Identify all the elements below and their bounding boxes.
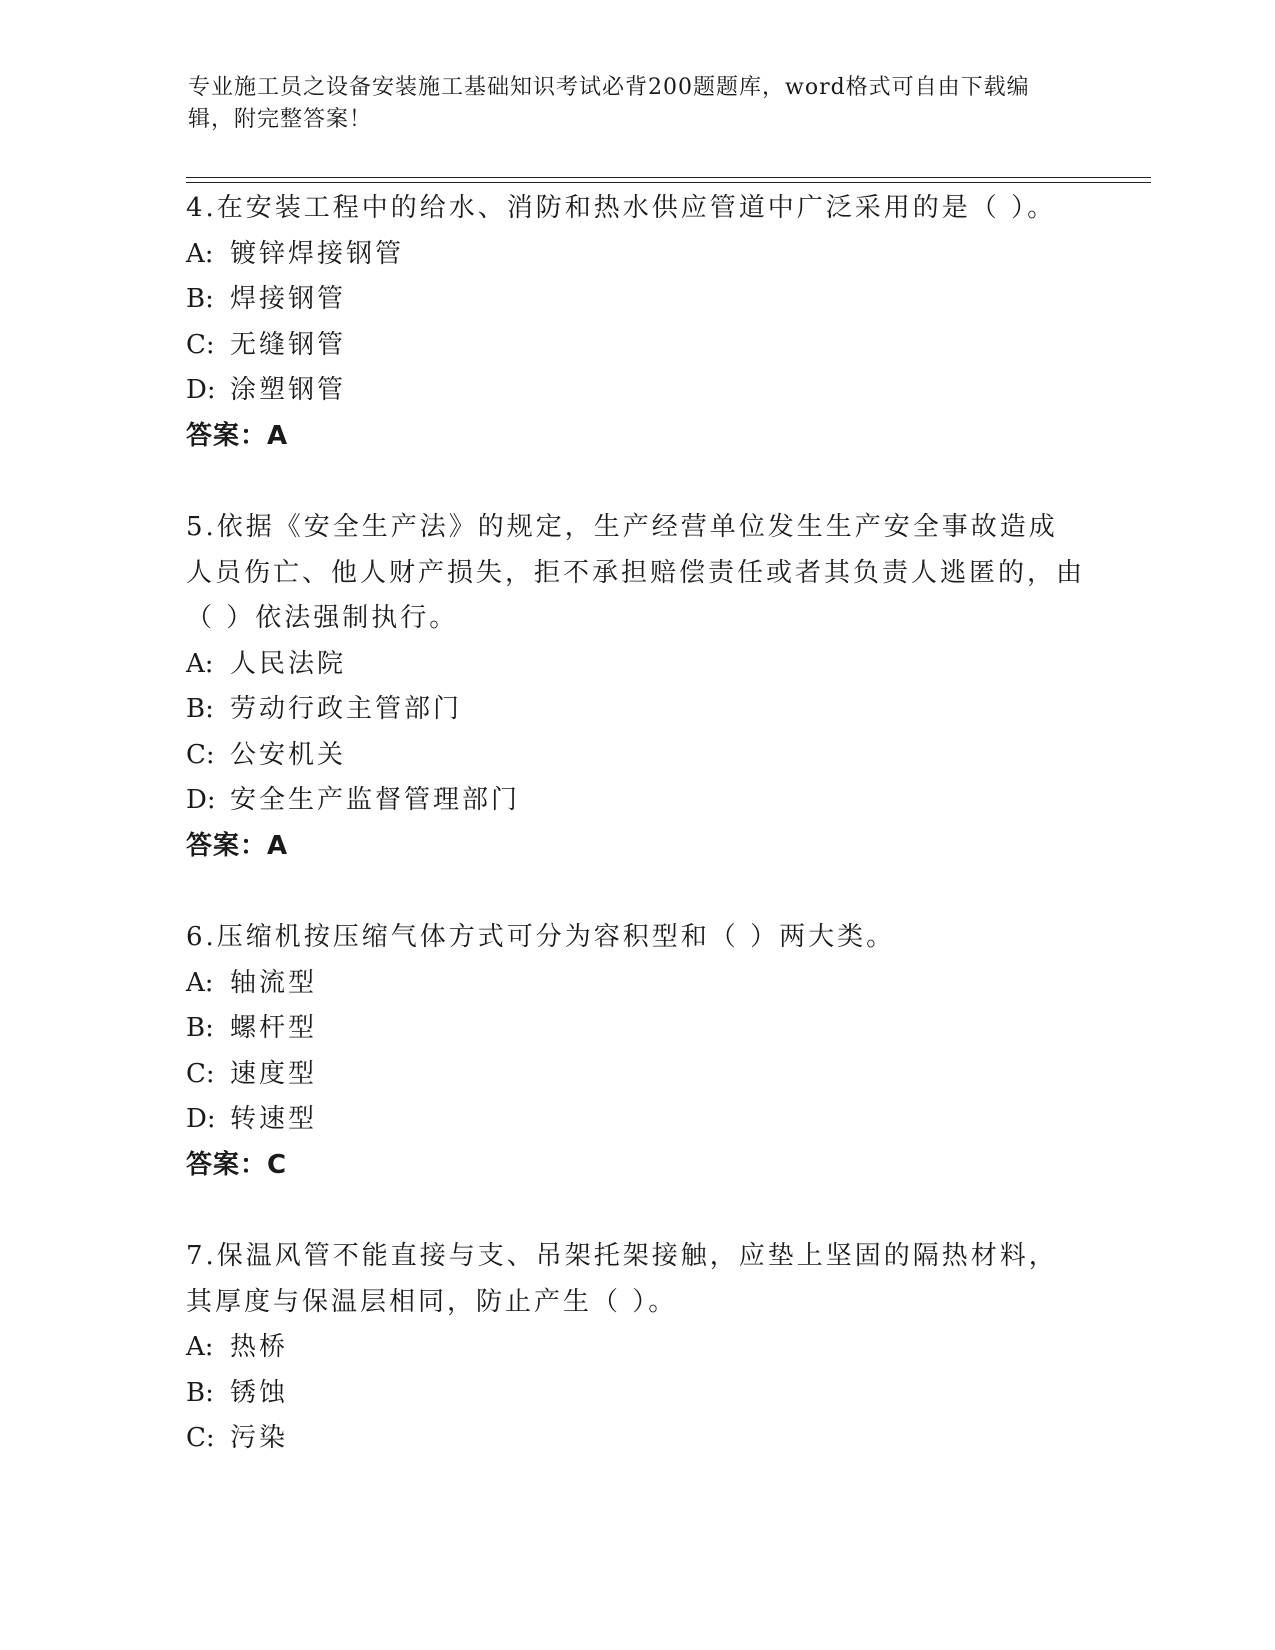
option-key: C: xyxy=(186,329,215,360)
answer: 答案：A xyxy=(186,830,289,861)
option-key: B: xyxy=(186,1377,214,1408)
option-d xyxy=(186,778,1086,824)
option-key: D: xyxy=(186,1104,216,1134)
option-text: 热桥 xyxy=(230,1332,289,1362)
option-text: 人民法院 xyxy=(230,648,347,679)
option-text: 无缝钢管 xyxy=(230,329,347,360)
option-c xyxy=(186,1416,1086,1462)
option-a xyxy=(186,642,1086,688)
question-text: 4.在安装工程中的给水、消防和热水供应管道中广泛采用的是（ ）。 xyxy=(186,193,1057,223)
option-key: A: xyxy=(186,1332,214,1362)
option-text: 公安机关 xyxy=(230,739,347,770)
option-a xyxy=(186,961,1086,1007)
answer: 答案：A xyxy=(186,420,289,451)
header-rule-bottom xyxy=(186,182,1151,183)
option-b xyxy=(186,1006,1086,1052)
question-list xyxy=(186,186,1086,1462)
option-text: 污染 xyxy=(230,1423,289,1453)
option-b xyxy=(186,1371,1086,1417)
option-text: 镀锌焊接钢管 xyxy=(230,238,405,269)
option-c xyxy=(186,1052,1086,1098)
answer: 答案：C xyxy=(186,1149,288,1180)
question-7 xyxy=(186,1234,1086,1462)
option-key: A: xyxy=(186,967,214,998)
option-key: C: xyxy=(186,1058,215,1089)
option-b xyxy=(186,687,1086,733)
option-text: 转速型 xyxy=(230,1104,318,1134)
option-key: B: xyxy=(186,694,214,724)
option-text: 安全生产监督管理部门 xyxy=(230,785,521,815)
option-a xyxy=(186,232,1086,278)
option-c xyxy=(186,323,1086,369)
option-d xyxy=(186,368,1086,414)
option-text: 锈蚀 xyxy=(230,1377,289,1408)
option-key: C: xyxy=(186,1423,215,1453)
option-text: 劳动行政主管部门 xyxy=(230,694,463,724)
question-text: 6.压缩机按压缩气体方式可分为容积型和（ ）两大类。 xyxy=(186,922,896,952)
option-text: 螺杆型 xyxy=(230,1013,318,1043)
option-key: D: xyxy=(186,785,216,815)
option-key: A: xyxy=(186,648,214,679)
question-5 xyxy=(186,505,1086,869)
question-text: 7.保温风管不能直接与支、吊架托架接触，应垫上坚固的隔热材料，其厚度与保温层相同，防止产生（ ）。 xyxy=(186,1241,1058,1317)
option-c xyxy=(186,733,1086,779)
question-6 xyxy=(186,915,1086,1188)
option-text: 轴流型 xyxy=(230,967,318,998)
question-text: 5.依据《安全生产法》的规定，生产经营单位发生生产安全事故造成人员伤亡、他人财产损失，拒不承担赔偿责任或者其负责人逃匿的，由（ ）依法强制执行。 xyxy=(186,512,1086,633)
option-key: A: xyxy=(186,238,214,269)
page-header: 专业施工员之设备安装施工基础知识考试必背200题题库，word格式可自由下载编辑，附完整答案！ xyxy=(188,75,1030,132)
option-a xyxy=(186,1325,1086,1371)
question-4 xyxy=(186,186,1086,459)
option-key: B: xyxy=(186,284,214,314)
option-key: C: xyxy=(186,739,215,770)
option-key: D: xyxy=(186,375,216,405)
option-text: 涂塑钢管 xyxy=(230,375,347,405)
header-rule-top xyxy=(186,177,1151,178)
option-key: B: xyxy=(186,1013,214,1043)
option-text: 速度型 xyxy=(230,1058,318,1089)
option-d xyxy=(186,1097,1086,1143)
option-text: 焊接钢管 xyxy=(230,284,347,314)
option-b xyxy=(186,277,1086,323)
